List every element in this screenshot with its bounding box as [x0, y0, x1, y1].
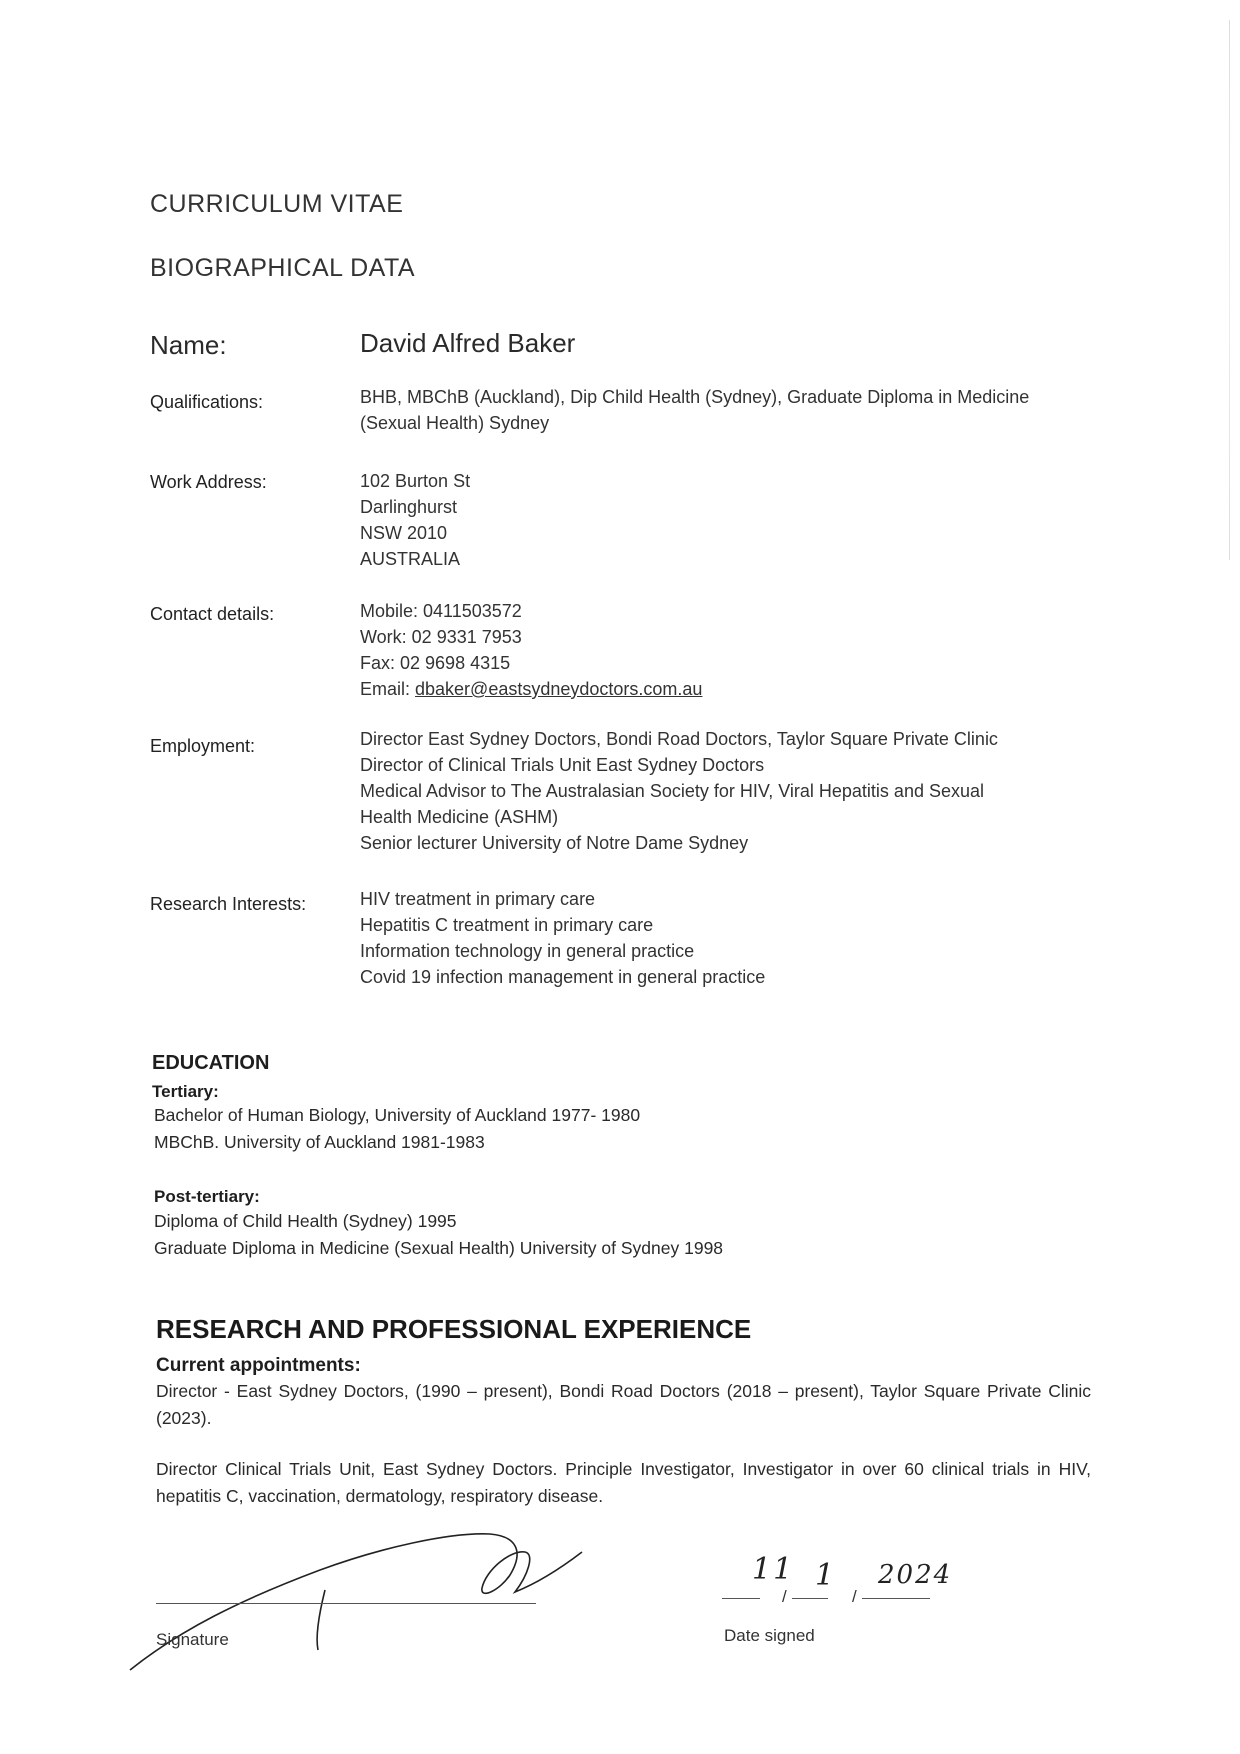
research-interest-item: Information technology in general practice	[360, 941, 695, 961]
address-line: Darlinghurst	[360, 497, 458, 517]
post-tertiary-label: Post-tertiary:	[154, 1187, 260, 1206]
qualifications-line: BHB, MBChB (Auckland), Dip Child Health (Sydney), Graduate Diploma in Medicine	[360, 387, 1030, 407]
tertiary-item: MBChB. University of Auckland 1981-1983	[154, 1132, 485, 1152]
work-address-value	[360, 468, 470, 572]
contact-mobile: Mobile: 0411503572	[360, 601, 522, 621]
contact-fax: Fax: 02 9698 4315	[360, 653, 511, 673]
email-link[interactable]: dbaker@eastsydneydoctors.com.au	[415, 679, 703, 699]
employment-line: Health Medicine (ASHM)	[360, 807, 559, 827]
post-tertiary-item: Graduate Diploma in Medicine (Sexual Health) University of Sydney 1998	[154, 1238, 724, 1258]
address-line: NSW 2010	[360, 523, 448, 543]
address-line: AUSTRALIA	[360, 549, 461, 569]
post-tertiary-list	[154, 1208, 723, 1262]
scan-edge-line	[1229, 20, 1230, 560]
employment-line: Senior lecturer University of Notre Dame Sydney	[360, 833, 749, 853]
date-separator: /	[852, 1587, 857, 1606]
date-signed-label: Date signed	[724, 1626, 815, 1645]
experience-paragraph-2: Director Clinical Trials Unit, East Sydney Doctors. Principle Investigator, Investigator in over 60 clinical trials in HIV, hepatitis C, vaccination, dermatology, respiratory disease.	[156, 1459, 1091, 1506]
contact-email-prefix: Email:	[360, 679, 416, 699]
name-label: Name:	[150, 330, 227, 360]
research-interests-value	[360, 886, 765, 990]
contact-email-line	[360, 676, 702, 702]
tertiary-label: Tertiary:	[152, 1082, 219, 1101]
qualifications-label: Qualifications:	[150, 392, 264, 412]
date-month-line	[792, 1598, 828, 1599]
contact-value	[360, 598, 702, 702]
signature-scribble	[120, 1520, 610, 1680]
date-month-handwritten: 1	[815, 1558, 837, 1593]
date-separator: /	[782, 1587, 787, 1606]
employment-line: Director East Sydney Doctors, Bondi Road Doctors, Taylor Square Private Clinic	[360, 729, 998, 749]
research-interest-item: HIV treatment in primary care	[360, 889, 596, 909]
tertiary-list	[154, 1102, 640, 1156]
research-interests-label: Research Interests:	[150, 894, 307, 914]
date-day-line	[722, 1598, 760, 1599]
experience-paragraph-1: Director - East Sydney Doctors, (1990 – present), Bondi Road Doctors (2018 – present), Taylor Square Private Clinic (2023).	[156, 1381, 1091, 1428]
work-address-label: Work Address:	[150, 472, 267, 492]
address-line: 102 Burton St	[360, 471, 471, 491]
date-year-line	[862, 1598, 930, 1599]
employment-line: Medical Advisor to The Australasian Society for HIV, Viral Hepatitis and Sexual	[360, 781, 984, 801]
name-value: David Alfred Baker	[360, 328, 576, 358]
date-year-handwritten: 2024	[878, 1560, 953, 1590]
research-interest-item: Covid 19 infection management in general practice	[360, 967, 766, 987]
date-day-handwritten: 11	[752, 1552, 795, 1587]
education-heading: EDUCATION	[152, 1052, 270, 1074]
post-tertiary-item: Diploma of Child Health (Sydney) 1995	[154, 1211, 457, 1231]
qualifications-line: (Sexual Health) Sydney	[360, 413, 550, 433]
current-appointments-label: Current appointments:	[156, 1355, 361, 1376]
contact-label: Contact details:	[150, 604, 275, 624]
employment-value	[360, 726, 998, 856]
page-title: CURRICULUM VITAE	[150, 190, 404, 218]
signature-line	[156, 1603, 536, 1604]
contact-work: Work: 02 9331 7953	[360, 627, 522, 647]
employment-line: Director of Clinical Trials Unit East Sydney Doctors	[360, 755, 765, 775]
employment-label: Employment:	[150, 736, 256, 756]
page-subtitle: BIOGRAPHICAL DATA	[150, 254, 416, 282]
experience-heading: RESEARCH AND PROFESSIONAL EXPERIENCE	[156, 1314, 752, 1344]
tertiary-item: Bachelor of Human Biology, University of Auckland 1977- 1980	[154, 1105, 641, 1125]
research-interest-item: Hepatitis C treatment in primary care	[360, 915, 654, 935]
signature-label: Signature	[156, 1630, 229, 1649]
qualifications-value	[360, 384, 1029, 436]
